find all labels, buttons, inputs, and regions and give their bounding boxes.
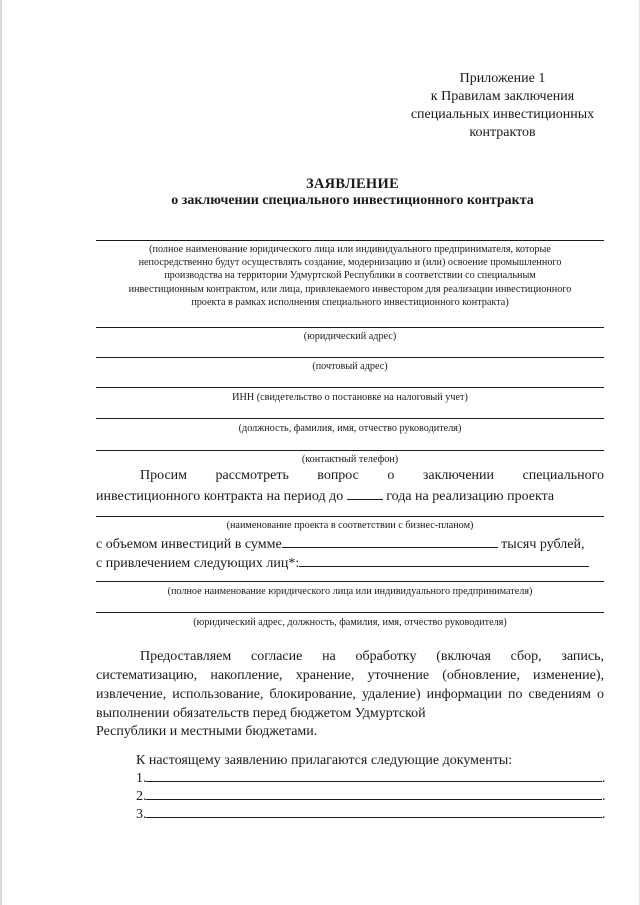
attachment-item-1 — [136, 769, 606, 787]
involved-name-caption: (полное наименование юридического лица или индивидуального предпринимателя) — [167, 586, 533, 597]
caption-line: (полное наименование юридического лица или индивидуального предпринимателя, которые — [149, 244, 551, 255]
consent-last-line: Республики и местными бюджетами. — [96, 724, 318, 739]
attachment-number: 2. — [136, 789, 147, 804]
request-text: инвестиционного контракта на период до — [96, 489, 344, 504]
involved-address-field[interactable] — [96, 612, 604, 613]
caption-line: непосредственно будут осуществлять создание, модернизацию и (или) освоение промышленного — [138, 257, 562, 269]
legal-address-field[interactable] — [96, 327, 604, 328]
attachment-number: 1. — [136, 771, 147, 786]
attachment-terminator: . — [602, 789, 606, 804]
involved-address-caption: (юридический адрес, должность, фамилия, имя, отчество руководителя) — [193, 617, 507, 628]
involved-name-field[interactable] — [96, 581, 604, 582]
appendix-line: Приложение 1 — [459, 71, 546, 86]
caption-line: инвестиционным контрактом, или лица, привлекаемого инвестором для реализации инвестиционного — [128, 283, 572, 295]
investment-line — [96, 533, 604, 553]
inn-field[interactable] — [96, 387, 604, 388]
applicant-name-caption — [96, 243, 604, 309]
applicant-name-field[interactable] — [96, 240, 604, 241]
attachments-heading: К настоящему заявлению прилагаются следующие документы: — [136, 753, 513, 768]
attachment-field-3[interactable] — [146, 805, 602, 818]
caption-line: производства на территории Удмуртской Республики в соответствии со специальным — [164, 270, 536, 282]
appendix-line: специальных инвестиционных — [410, 107, 595, 122]
appendix-line: контрактов — [469, 125, 536, 140]
attachment-item-2 — [136, 787, 606, 805]
document-title: ЗАЯВЛЕНИЕ — [305, 176, 400, 192]
attachment-number: 3. — [136, 807, 147, 822]
request-line-1: Просим рассмотреть вопрос о заключении специального — [140, 468, 604, 483]
head-field[interactable] — [96, 418, 604, 419]
phone-field[interactable] — [96, 450, 604, 451]
involved-text: с привлечением следующих лиц*: — [96, 556, 300, 571]
attachment-field-1[interactable] — [146, 769, 602, 782]
appendix-line: к Правилам заключения — [430, 89, 575, 104]
request-text: года на реализацию проекта — [386, 489, 555, 504]
involved-line — [96, 552, 604, 572]
project-name-field[interactable] — [96, 516, 604, 517]
appendix-header — [380, 70, 625, 142]
attachment-field-2[interactable] — [146, 787, 602, 800]
attachment-item-3 — [136, 805, 606, 823]
investment-amount-field[interactable] — [282, 533, 498, 548]
consent-paragraph: Предоставляем согласие на обработку (включая сбор, запись, систематизацию, накопление, хранение, уточнение (обновление, изменение), извлечение, использование, блокирование, удаление) информации по сведениям о выполнении обязательств перед бюджетом Удмуртской — [96, 649, 604, 721]
postal-address-caption: (почтовый адрес) — [312, 361, 388, 372]
legal-address-caption: (юридический адрес) — [303, 331, 397, 342]
inn-caption: ИНН (свидетельство о постановке на налоговый учет) — [232, 392, 468, 403]
period-year-field[interactable] — [347, 485, 383, 500]
postal-address-field[interactable] — [96, 357, 604, 358]
phone-caption: (контактный телефон) — [301, 454, 399, 465]
investment-text: тысяч рублей, — [501, 537, 585, 552]
attachment-terminator: . — [602, 807, 606, 822]
caption-line: проекта в рамках исполнения специального инвестиционного контракта) — [191, 296, 509, 308]
project-name-caption: (наименование проекта в соответствии с бизнес-планом) — [226, 520, 474, 531]
involved-persons-field[interactable] — [299, 552, 589, 567]
request-line-2 — [96, 485, 604, 505]
investment-text: с объемом инвестиций в сумме — [96, 537, 282, 552]
head-caption: (должность, фамилия, имя, отчество руководителя) — [238, 423, 462, 434]
attachment-terminator: . — [602, 771, 606, 786]
document-subtitle: о заключении специального инвестиционного контракта — [171, 193, 534, 208]
scan-edge — [0, 0, 2, 905]
